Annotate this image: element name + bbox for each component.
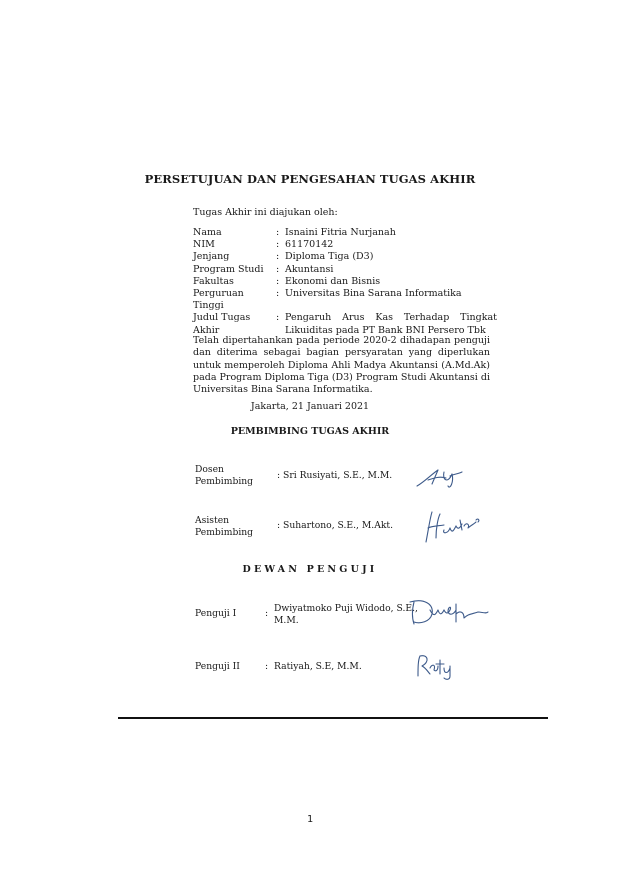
asisten-pembimbing-name: : Suhartono, S.E., M.Akt. [277, 520, 394, 531]
field-label: Perguruan Tinggi [193, 288, 244, 312]
field-colon: : [276, 239, 280, 251]
document-title: PERSETUJUAN DAN PENGESAHAN TUGAS AKHIR [144, 172, 476, 186]
approval-paragraph: Telah dipertahankan pada periode 2020-2 dihadapan penguji dan diterima sebagai bagian persyaratan yang diperlukan untuk memperoleh Diploma Ahli Madya Akuntansi (A.Md.Ak) pada Program Diploma Tiga (D3) Program Studi Akuntansi di Universitas Bina Sarana Informatika. [193, 335, 490, 396]
field-row-fakultas [193, 276, 505, 288]
colon: : [265, 661, 269, 672]
signature-asisten-pembimbing [422, 508, 482, 546]
field-row-judul [193, 312, 505, 336]
field-colon: : [276, 263, 280, 275]
penguji-1-label: Penguji I [195, 608, 237, 619]
student-info-table [193, 227, 505, 337]
penguji-2-label: Penguji II [195, 661, 240, 672]
page-number: 1 [306, 814, 314, 825]
field-row-nim [193, 239, 505, 251]
field-colon: : [276, 288, 280, 300]
field-value: Pengaruh Arus Kas Terhadap Tingkat Likuiditas pada PT Bank BNI Persero Tbk [285, 312, 497, 336]
field-label: Fakultas [193, 275, 234, 287]
field-row-nama [193, 227, 505, 239]
approval-date: Jakarta, 21 Januari 2021 [250, 401, 370, 412]
field-row-program-studi [193, 264, 505, 276]
pembimbing-heading: PEMBIMBING TUGAS AKHIR [230, 426, 390, 437]
penguji-1-name: Dwiyatmoko Puji Widodo, S.E., M.M. [274, 603, 418, 626]
field-value: Ekonomi dan Bisnis [285, 275, 381, 287]
field-colon: : [276, 227, 280, 238]
field-label: Program Studi [193, 263, 264, 275]
colon: : [277, 470, 281, 481]
field-value: 61170142 [285, 239, 334, 251]
signature-dosen-pembimbing [414, 462, 464, 490]
field-value: Isnaini Fitria Nurjanah [285, 227, 396, 238]
penguji-2-name: Ratiyah, S.E, M.M. [274, 661, 362, 672]
field-row-jenjang [193, 251, 505, 263]
signature-penguji-1 [408, 596, 490, 628]
field-value: Universitas Bina Sarana Informatika [285, 288, 462, 300]
field-label: Nama [193, 227, 222, 238]
dewan-penguji-heading: DEWAN PENGUJI [242, 564, 378, 575]
field-label: Jenjang [193, 251, 230, 263]
colon: : [265, 608, 269, 619]
field-label: NIM [193, 239, 215, 251]
dosen-pembimbing-name: : Sri Rusiyati, S.E., M.M. [277, 470, 393, 481]
field-value: Diploma Tiga (D3) [285, 251, 374, 263]
signature-penguji-2 [414, 652, 456, 678]
field-row-perguruan-tinggi [193, 288, 505, 312]
field-label: Judul Tugas Akhir [193, 312, 251, 336]
field-value: Akuntansi [285, 263, 334, 275]
field-colon: : [276, 275, 280, 287]
footer-divider [118, 717, 548, 719]
field-colon: : [276, 251, 280, 263]
asisten-pembimbing-label: Asisten Pembimbing [195, 515, 254, 538]
field-colon: : [276, 312, 280, 324]
dosen-pembimbing-label: Dosen Pembimbing [195, 464, 254, 487]
colon: : [277, 520, 281, 531]
intro-text: Tugas Akhir ini diajukan oleh: [193, 207, 338, 218]
